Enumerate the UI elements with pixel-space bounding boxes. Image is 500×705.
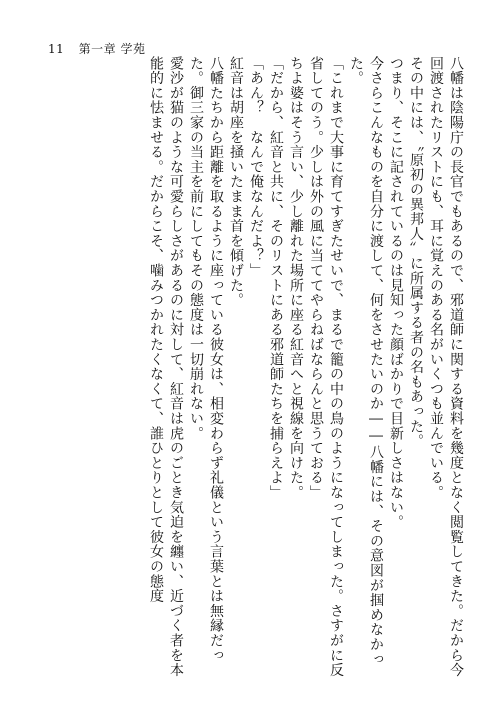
paragraph: 紅音は胡座を掻いたまま首を傾げた。 [228,56,244,308]
paragraph: 「あん？ なんで俺なんだよ？」 [248,56,264,278]
paragraph: その中には、〝原初の異邦人〟に所属する者の名もあった。 [408,56,424,449]
paragraph: 「だから、紅音と共に、そのリストにある邪道師たちを捕らえよ」 [268,56,284,500]
paragraph: 八幡は陰陽庁の長官でもあるので、邪道師に関する資料を幾度となく閲覧してきた。だから今回渡されたリストにも、耳に覚えのある名がいくつも並んでいる。 [428,56,464,678]
paragraph: 今さらこんなものを自分に渡して、何をさせたいのか――八幡には、その意図が掴めなかった。 [348,56,384,667]
paragraph: 愛沙が猫のような可愛らしさがあるのに対して、紅音は虎のごとき気迫を纏い、近づく者を本能的に怯ませる。だからこそ、噛みつかれたくなくて、誰ひとりとして彼女の態度 [148,56,184,678]
paragraph: 八幡たちから距離を取るように座っている彼女は、相変わらず礼儀という言葉とは無縁だった。御三家の当主を前にしてもその態度は一切崩れない。 [188,56,224,663]
page-header [48,40,145,57]
page-number: 11 [48,42,65,56]
paragraph: つまり、そこに記されているのは見知った顔ばかりで目新しさはない。 [388,56,404,530]
paragraph: 「これまで大事に育てすぎたせいで、まるで籠の中の鳥のようになってしまった。さすがに反省してのう。少しは外の風に当ててやらねばならんと思うておる」 [308,56,344,678]
body-text [46,56,466,684]
chapter-title: 学苑 [120,42,146,56]
chapter-label: 第一章 [78,42,117,56]
paragraph: ちよ婆はそう言い、少し離れた場所に座る紅音へと視線を向けた。 [288,56,304,500]
